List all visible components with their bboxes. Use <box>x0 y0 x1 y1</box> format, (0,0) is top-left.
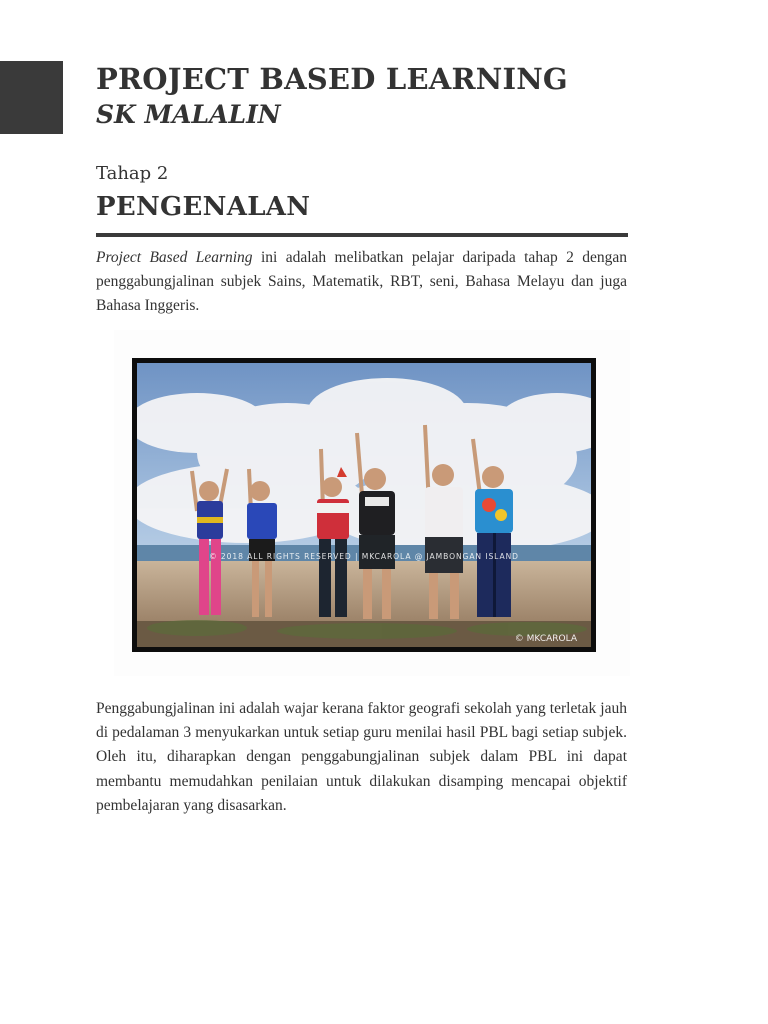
corner-accent-block <box>0 61 63 134</box>
photo-signature: © MKCAROLA <box>514 634 577 644</box>
photo-watermark: © 2018 ALL RIGHTS RESERVED | MKCAROLA @ JAMBONGAN ISLAND <box>209 552 519 561</box>
body-paragraph: Penggabungjalinan ini adalah wajar kerana faktor geografi sekolah yang terletak jauh di pedalaman 3 menyukarkan untuk setiap guru menilai hasil PBL bagi setiap subjek. Oleh itu, diharapkan dengan penggabungjalinan subjek dalam PBL ini dapat membantu memudahkan penilaian untuk dilakukan disamping mencapai objektif pembelajaran yang disasarkan. <box>96 700 627 814</box>
photo-frame <box>132 358 596 652</box>
page-subtitle: SK MALALIN <box>96 100 281 129</box>
heading-divider <box>96 233 628 237</box>
section-heading: PENGENALAN <box>96 192 311 222</box>
intro-italic-lead: Project Based Learning <box>96 249 253 266</box>
intro-paragraph <box>96 246 627 319</box>
page-title: PROJECT BASED LEARNING <box>96 62 568 96</box>
intro-text: ini adalah melibatkan pelajar daripada tahap 2 dengan penggabungjalinan subjek Sains, Matematik, RBT, seni, Bahasa Melayu dan juga Bahasa Inggeris. <box>96 249 627 315</box>
children-photo <box>137 363 591 647</box>
stage-label: Tahap 2 <box>96 163 169 184</box>
